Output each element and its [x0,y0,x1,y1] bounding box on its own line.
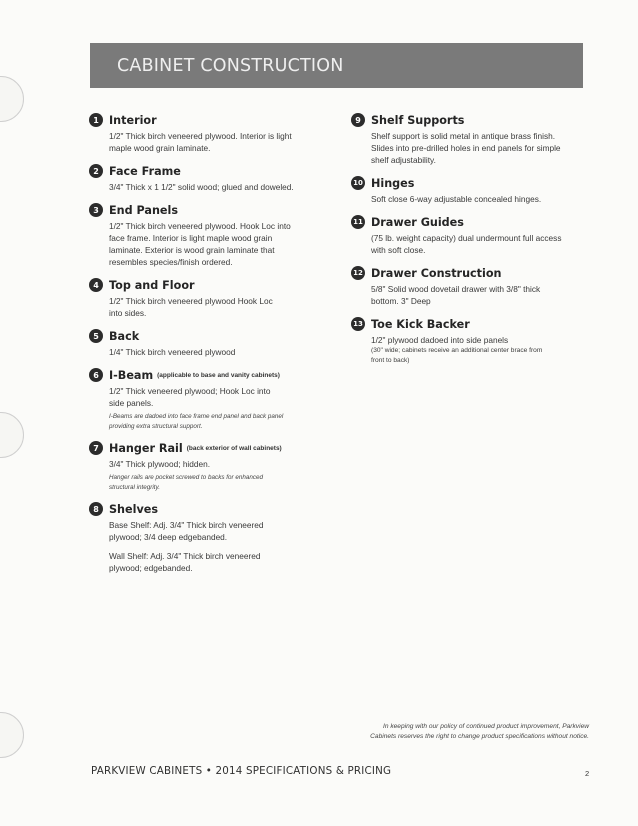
item-footnote [109,473,339,492]
description-line: 1/2" Thick birch veneered plywood. Hook Loc into [109,221,291,231]
description-line: 1/2" plywood dadoed into side panels [371,335,509,345]
item-number-badge: 10 [351,176,365,190]
item-number-badge: 11 [351,215,365,229]
description-line: Soft close 6-way adjustable concealed hinges. [371,194,542,204]
spec-item-toe-kick-backer [351,315,599,366]
item-heading [351,174,599,192]
item-number-badge: 8 [89,502,103,516]
item-heading [351,315,599,333]
item-heading [89,276,339,294]
spec-item-shelves [89,500,339,574]
item-description [371,334,599,346]
left-column [89,111,339,582]
item-description [109,346,339,358]
item-number-badge: 3 [89,203,103,217]
spec-item-hanger-rail [89,439,339,492]
item-heading [89,327,339,345]
spec-item-drawer-construction [351,264,599,307]
description-line: face frame. Interior is light maple wood grain [109,233,273,243]
item-number-badge: 4 [89,278,103,292]
description-line: bottom. 3" Deep [371,296,431,306]
description-line: shelf adjustability. [371,155,436,165]
description-line: Shelf support is solid metal in antique brass finish. [371,131,556,141]
item-description [371,130,599,166]
item-description [109,181,339,193]
page-number: 2 [585,769,590,778]
item-number-badge: 5 [89,329,103,343]
disclaimer-line: In keeping with our policy of continued product improvement, Parkview [383,723,589,730]
item-footnote [109,412,339,431]
item-number-badge: 6 [89,368,103,382]
item-description [109,220,339,268]
item-number-badge: 2 [89,164,103,178]
item-title: Hinges [371,176,415,190]
description-line: maple wood grain laminate. [109,143,211,153]
item-title: I-Beam [109,368,154,382]
footnote-line: front to back) [371,357,410,364]
description-line: 1/2" Thick birch veneered plywood. Interior is light [109,131,292,141]
description-line: 1/2" Thick veneered plywood; Hook Loc into [109,386,271,396]
description-line: Base Shelf: Adj. 3/4" Thick birch veneered [109,520,264,530]
section-banner [90,43,583,88]
page-footer: PARKVIEW CABINETS • 2014 SPECIFICATIONS & PRICING [91,765,392,777]
description-line: 3/4" Thick plywood; hidden. [109,459,211,469]
footnote-line: Hanger rails are pocket screwed to backs for enhanced [109,474,264,481]
description-line: into sides. [109,308,147,318]
item-note: (applicable to base and vanity cabinets) [157,371,280,379]
item-heading [89,201,339,219]
item-note: (back exterior of wall cabinets) [186,444,282,452]
spacer [109,543,339,550]
item-heading [89,500,339,518]
item-heading [89,439,339,457]
description-line: laminate. Exterior is wood grain laminate that [109,245,275,255]
description-line: 3/4" Thick x 1 1/2" solid wood; glued and doweled. [109,182,294,192]
item-description [109,385,339,409]
description-line: resembles species/finish ordered. [109,257,233,267]
binder-hole-bottom [0,712,24,758]
item-footnote [371,346,599,366]
disclaimer-line: Cabinets reserves the right to change product specifications without notice. [370,733,589,740]
item-title: Drawer Construction [371,266,502,280]
section-title: CABINET CONSTRUCTION [117,56,344,76]
description-line: side panels. [109,398,154,408]
spec-item-face-frame [89,162,339,193]
item-heading [351,213,599,231]
spec-item-interior [89,111,339,154]
item-title: Toe Kick Backer [371,317,470,331]
spec-item-hinges [351,174,599,205]
item-title: Hanger Rail [109,441,183,455]
item-description [109,130,339,154]
item-description [109,458,339,470]
description-line: Slides into pre-drilled holes in end panels for simple [371,143,561,153]
item-title: Face Frame [109,164,181,178]
item-number-badge: 13 [351,317,365,331]
item-title: Drawer Guides [371,215,464,229]
item-title: Back [109,329,140,343]
item-heading [351,264,599,282]
footnote-line: providing extra structural support. [109,422,203,430]
item-title: End Panels [109,203,179,217]
item-title: Shelves [109,502,158,516]
item-description [109,295,339,319]
item-description [109,519,339,574]
description-line: (75 lb. weight capacity) dual undermount full access [371,233,562,243]
footnote-line: (30" wide; cabinets receive an additional center brace from [371,347,543,354]
description-line: with soft close. [371,245,426,255]
description-line: Wall Shelf: Adj. 3/4" Thick birch veneered [109,551,261,561]
item-heading [89,366,339,384]
description-line: 5/8" Solid wood dovetail drawer with 3/8" thick [371,284,541,294]
spec-item-i-beam [89,366,339,431]
spec-item-top-and-floor [89,276,339,319]
item-description [371,283,599,307]
binder-hole-middle [0,412,24,458]
item-heading [89,111,339,129]
binder-hole-top [0,76,24,122]
description-line: 1/2" Thick birch veneered plywood Hook Loc [109,296,273,306]
item-number-badge: 7 [89,441,103,455]
item-title: Top and Floor [109,278,195,292]
description-line: plywood; 3/4 deep edgebanded. [109,532,228,542]
item-title: Interior [109,113,157,127]
spec-item-shelf-supports [351,111,599,166]
item-heading [351,111,599,129]
item-heading [89,162,339,180]
disclaimer-note [318,722,589,742]
spec-item-end-panels [89,201,339,268]
item-title: Shelf Supports [371,113,465,127]
footnote-line: structural integrity. [109,483,160,491]
item-description [371,193,599,205]
description-line: plywood; edgebanded. [109,563,193,573]
spec-item-drawer-guides [351,213,599,256]
right-column [351,111,599,374]
item-number-badge: 12 [351,266,365,280]
footnote-line: I-Beams are dadoed into face frame end panel and back panel [109,413,284,420]
item-description [371,232,599,256]
item-number-badge: 1 [89,113,103,127]
item-number-badge: 9 [351,113,365,127]
spec-item-back [89,327,339,358]
description-line: 1/4" Thick birch veneered plywood [109,347,236,357]
